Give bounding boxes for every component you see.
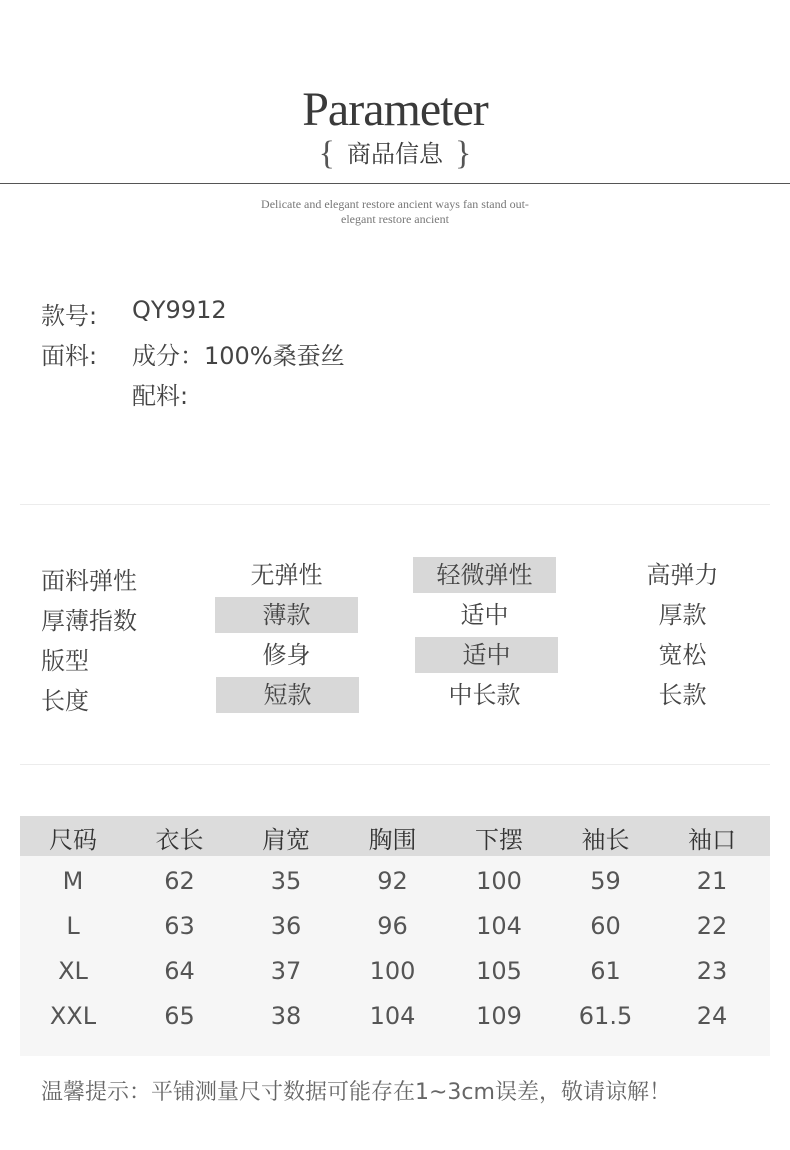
size-cell: 24 — [696, 1002, 728, 1030]
size-table-header — [20, 816, 770, 856]
size-row — [20, 867, 770, 907]
size-row — [20, 912, 770, 952]
size-table — [20, 816, 770, 1056]
size-header-cell: 肩宽 — [262, 826, 310, 854]
attribute-option: 高弹力 — [646, 561, 719, 589]
left-brace: { — [318, 135, 335, 172]
tagline-line-2: elegant restore ancient — [341, 212, 449, 226]
size-cell: 100 — [369, 957, 416, 985]
attribute-row — [0, 677, 790, 713]
attribute-row — [0, 637, 790, 673]
size-header-cell: 尺码 — [49, 826, 97, 854]
size-cell: 64 — [164, 957, 195, 985]
size-cell: 36 — [270, 912, 302, 940]
fabric-label: 面料: — [41, 342, 98, 370]
attribute-option: 修身 — [262, 641, 311, 669]
size-cell: 60 — [590, 912, 621, 940]
size-cell: 62 — [164, 867, 195, 895]
attribute-row — [0, 597, 790, 633]
attribute-name: 面料弹性 — [41, 567, 137, 595]
size-cell: L — [66, 912, 80, 940]
attribute-option: 中长款 — [448, 681, 521, 709]
attribute-option: 无弹性 — [250, 561, 323, 589]
tagline — [235, 197, 555, 227]
size-cell: 92 — [377, 867, 408, 895]
measurement-tip: 温馨提示：平铺测量尺寸数据可能存在1~3cm误差，敬请谅解！ — [41, 1080, 671, 1105]
fabric-value: 成分：100%桑蚕丝 — [132, 342, 345, 370]
size-header-cell: 下摆 — [475, 826, 523, 854]
lining-value: 配料: — [132, 382, 189, 410]
size-header-cell: 袖口 — [688, 826, 736, 854]
size-cell: 61 — [590, 957, 621, 985]
size-cell: 104 — [476, 912, 522, 940]
size-cell: 22 — [696, 912, 728, 940]
style-number-value: QY9912 — [132, 296, 227, 324]
attribute-option-selected: 薄款 — [215, 597, 358, 633]
size-cell: 37 — [270, 957, 302, 985]
size-cell: 63 — [164, 912, 195, 940]
size-cell: 21 — [696, 867, 728, 895]
right-brace: } — [455, 135, 472, 172]
tagline-line-1: Delicate and elegant restore ancient ways fan stand out- — [261, 197, 529, 211]
attribute-option-selected: 适中 — [415, 637, 558, 673]
attribute-option-selected: 短款 — [216, 677, 359, 713]
size-cell: 59 — [590, 867, 621, 895]
size-cell: 38 — [270, 1002, 302, 1030]
size-cell: 35 — [270, 867, 302, 895]
attribute-option: 厚款 — [658, 601, 707, 629]
size-cell: 105 — [476, 957, 522, 985]
page-title: Parameter — [302, 83, 488, 136]
attribute-option: 适中 — [460, 601, 509, 629]
size-cell: 23 — [696, 957, 728, 985]
size-row — [20, 957, 770, 997]
attribute-option: 宽松 — [658, 641, 707, 669]
attribute-option-selected: 轻微弹性 — [413, 557, 556, 593]
size-cell: M — [62, 867, 84, 895]
size-cell: 104 — [369, 1002, 416, 1030]
subtitle-text: 商品信息 — [347, 140, 443, 168]
size-header-cell: 胸围 — [368, 826, 417, 854]
size-cell: XL — [58, 957, 88, 985]
attribute-name: 版型 — [41, 647, 89, 675]
attribute-row — [0, 557, 790, 593]
size-header-cell: 衣长 — [155, 826, 204, 854]
section-divider-2 — [20, 764, 770, 765]
size-header-cell: 袖长 — [581, 826, 630, 854]
size-cell: 100 — [476, 867, 522, 895]
size-cell: 96 — [377, 912, 408, 940]
size-cell: 61.5 — [578, 1002, 633, 1030]
size-cell: 65 — [164, 1002, 195, 1030]
style-number-label: 款号: — [41, 302, 98, 330]
attribute-name: 厚薄指数 — [41, 607, 137, 635]
size-cell: 109 — [476, 1002, 522, 1030]
section-divider-1 — [20, 504, 770, 505]
header-divider — [0, 183, 790, 184]
attribute-name: 长度 — [41, 687, 89, 715]
attribute-option: 长款 — [658, 681, 707, 709]
size-row — [20, 1002, 770, 1042]
size-cell: XXL — [49, 1002, 97, 1030]
page-subtitle — [0, 134, 790, 173]
